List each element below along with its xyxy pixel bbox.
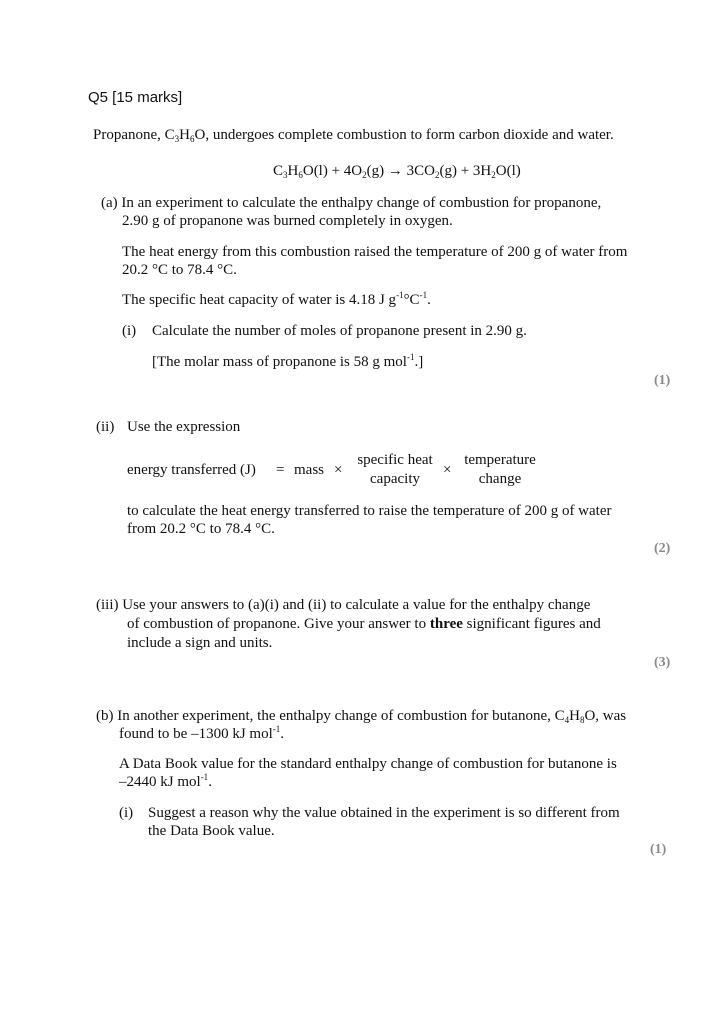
part-a-i-number: (i) — [122, 323, 137, 339]
part-a-ii-number: (ii) — [96, 419, 115, 435]
data-book-line2: –2440 kJ mol$^{-1}$. — [119, 772, 212, 790]
part-b-line2: found to be –1300 kJ mol$^{-1}$. — [119, 724, 284, 742]
heat-line2: 20.2 °C to 78.4 °C. — [122, 262, 237, 278]
part-a-iii-line3: include a sign and units. — [127, 635, 273, 651]
specific-heat-capacity-term: specific heat capacity — [357, 452, 433, 487]
part-b-i-line2: the Data Book value. — [148, 823, 275, 839]
part-a-ii-calc-line2: from 20.2 °C to 78.4 °C. — [127, 521, 275, 537]
expression-times-1: × — [334, 462, 343, 478]
part-a-ii-text: Use the expression — [127, 419, 241, 435]
molar-mass-note: [The molar mass of propanone is 58 g mol$^{-1}$.] — [152, 352, 424, 370]
data-book-line1: A Data Book value for the standard enthalpy change of combustion for butanone is — [119, 756, 617, 772]
expression-lhs: energy transferred (J) — [127, 462, 256, 478]
question-header: Q5 [15 marks] — [88, 89, 183, 106]
expression-mass: mass — [294, 462, 324, 478]
marks-a-i: (1) — [654, 373, 671, 388]
temperature-change-term: temperature change — [464, 452, 536, 487]
part-a-ii-calc-line1: to calculate the heat energy transferred to raise the temperature of 200 g of water — [127, 503, 612, 519]
specific-heat-capacity: The specific heat capacity of water is 4.18 J $g^{-1}^\circ C^{-1}$. — [122, 290, 431, 308]
part-a-iii-line2: of combustion of propanone. Give your answer to three significant figures and — [127, 616, 601, 632]
part-a-i-text: Calculate the number of moles of propanone present in 2.90 g. — [152, 323, 527, 339]
part-a-line2: 2.90 g of propanone was burned completely in oxygen. — [122, 213, 453, 229]
part-b-i-line1: Suggest a reason why the value obtained in the experiment is so different from — [148, 805, 620, 821]
expression-times-2: × — [443, 462, 452, 478]
combustion-equation: $C_3H_6O(l) + 4O_2(g) \to 3CO_2(g) + 3H_2O(l)$ — [273, 163, 521, 180]
heat-line1: The heat energy from this combustion raised the temperature of 200 g of water from — [122, 244, 628, 260]
expression-equals: = — [276, 462, 285, 478]
part-a-iii-line1: (iii) Use your answers to (a)(i) and (ii) to calculate a value for the enthalpy change — [96, 597, 591, 613]
marks-a-ii: (2) — [654, 541, 671, 556]
question-intro: Propanone, $C_3H_6O$, undergoes complete combustion to form carbon dioxide and water. — [93, 127, 614, 144]
part-b-i-number: (i) — [119, 805, 134, 821]
part-b-line1: (b) In another experiment, the enthalpy change of combustion for butanone, $C_4H_8O$, was — [96, 708, 627, 725]
marks-b-i: (1) — [650, 842, 667, 857]
marks-a-iii: (3) — [654, 655, 671, 670]
part-a-line1: (a) In an experiment to calculate the enthalpy change of combustion for propanone, — [101, 195, 602, 211]
